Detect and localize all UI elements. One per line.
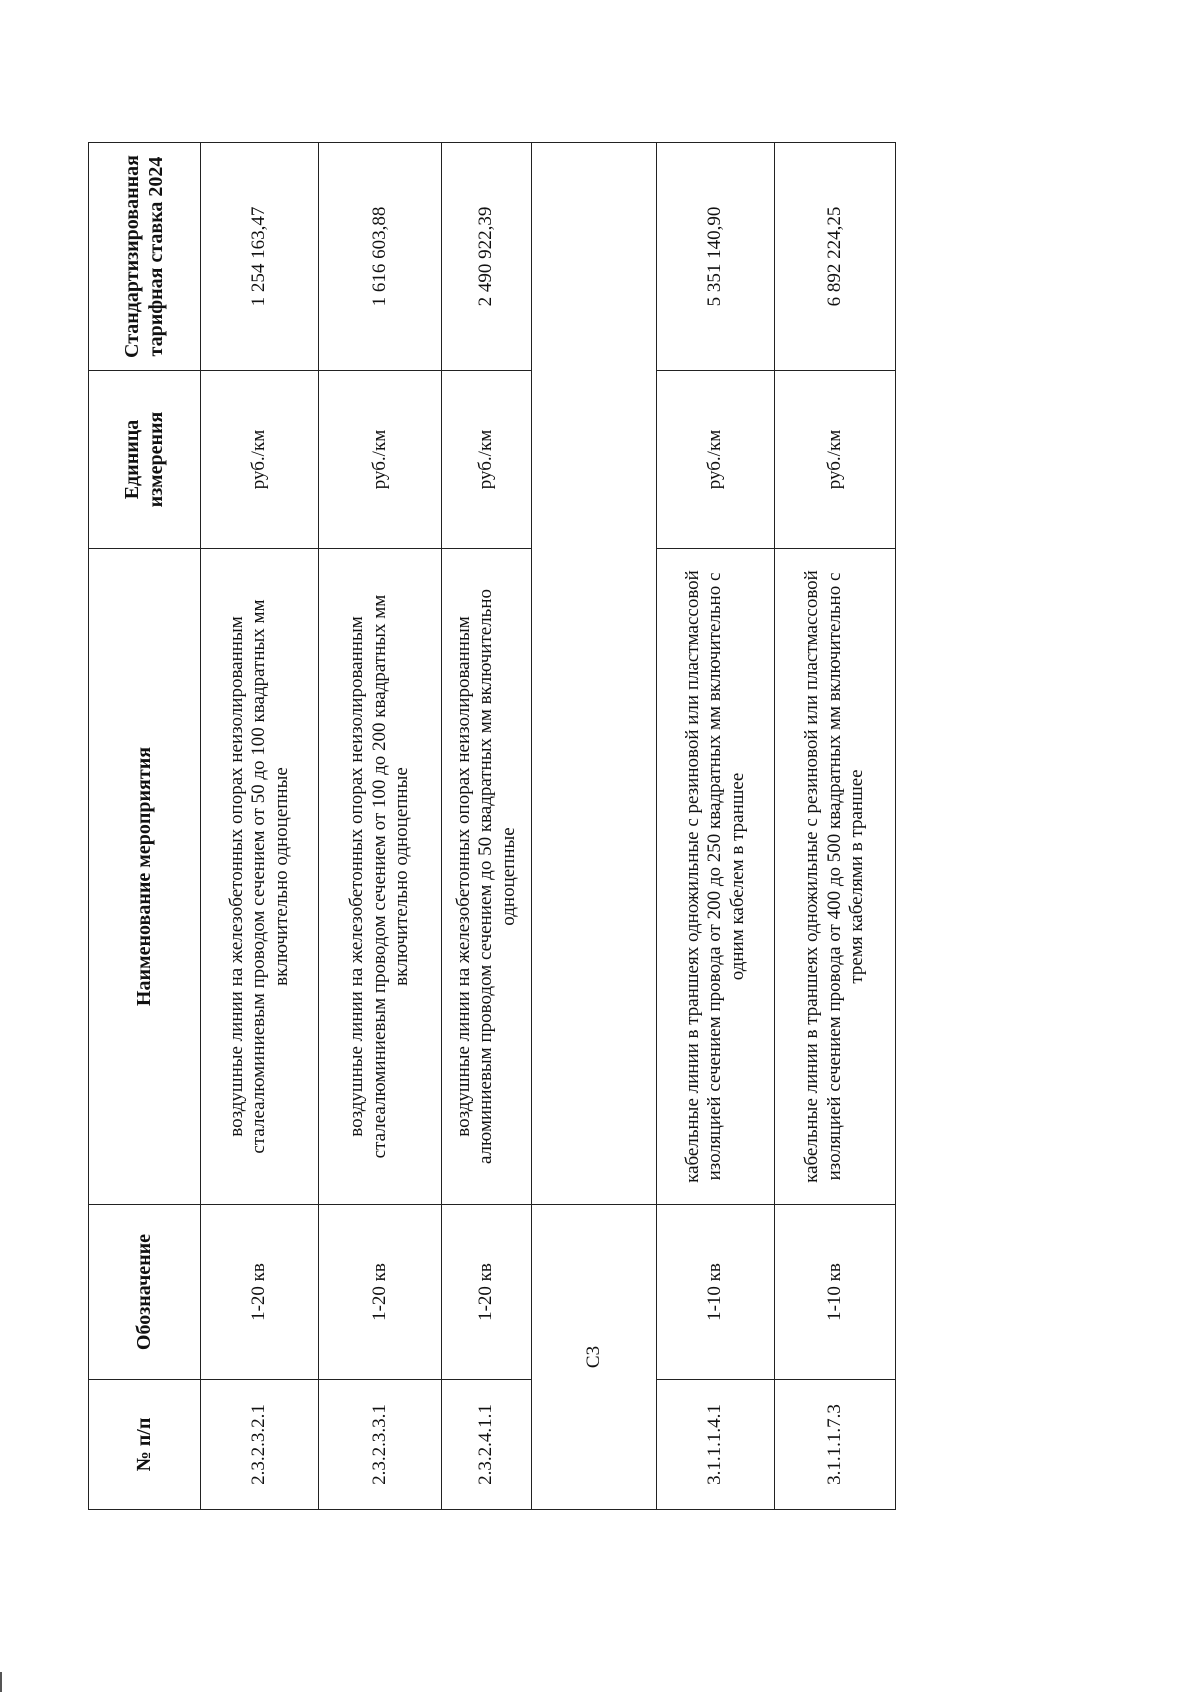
header-unit: Единица измерения xyxy=(89,371,201,549)
row-num: 3.1.1.1.7.3 xyxy=(775,1380,896,1510)
header-num: № п/п xyxy=(89,1380,201,1510)
row-name: воздушные линии на железобетонных опорах неизолированным сталеалюминиевым проводом сечением от 100 до 200 квадратных мм включительно одноцепные xyxy=(319,549,442,1205)
table-row xyxy=(319,143,442,1510)
row-num: 2.3.2.4.1.1 xyxy=(442,1380,532,1510)
row-num: 2.3.2.3.2.1 xyxy=(201,1380,319,1510)
rotated-page xyxy=(88,143,895,1510)
header-code: Обозначение xyxy=(89,1205,201,1380)
table-row xyxy=(657,143,775,1510)
table-row xyxy=(775,143,896,1510)
row-name: кабельные линии в траншеях одножильные с резиновой или пластмассовой изоляцией сечением провода от 200 до 250 квадратных мм включительно с одним кабелем в траншее xyxy=(657,549,775,1205)
row-unit: руб./км xyxy=(201,371,319,549)
row-code: 1-10 кв xyxy=(657,1205,775,1380)
section-row xyxy=(532,143,657,1510)
table-header-row xyxy=(89,143,201,1510)
table-row xyxy=(442,143,532,1510)
row-num: 2.3.2.3.3.1 xyxy=(319,1380,442,1510)
row-code: 1-20 кв xyxy=(442,1205,532,1380)
row-unit: руб./км xyxy=(657,371,775,549)
row-code: 1-10 кв xyxy=(775,1205,896,1380)
header-rate: Стандартизированная тарифная ставка 2024 xyxy=(89,143,201,371)
header-name: Наименование мероприятия xyxy=(89,549,201,1205)
row-name: кабельные линии в траншеях одножильные с резиновой или пластмассовой изоляцией сечением провода от 400 до 500 квадратных мм включительно с тремя кабелями в траншее xyxy=(775,549,896,1205)
row-name: воздушные линии на железобетонных опорах неизолированным сталеалюминиевым проводом сечением от 50 до 100 квадратных мм включительно одноцепные xyxy=(201,549,319,1205)
row-rate: 5 351 140,90 xyxy=(657,143,775,371)
row-rate: 1 254 163,47 xyxy=(201,143,319,371)
tariff-table xyxy=(88,142,896,1510)
row-unit: руб./км xyxy=(775,371,896,549)
section-label: С3 xyxy=(532,1205,657,1510)
scan-edge-mark xyxy=(0,1672,8,1692)
row-num: 3.1.1.1.4.1 xyxy=(657,1380,775,1510)
row-rate: 2 490 922,39 xyxy=(442,143,532,371)
row-rate: 1 616 603,88 xyxy=(319,143,442,371)
row-unit: руб./км xyxy=(319,371,442,549)
row-rate: 6 892 224,25 xyxy=(775,143,896,371)
table-row xyxy=(201,143,319,1510)
row-code: 1-20 кв xyxy=(201,1205,319,1380)
row-code: 1-20 кв xyxy=(319,1205,442,1380)
row-unit: руб./км xyxy=(442,371,532,549)
section-blank xyxy=(532,143,657,1205)
row-name: воздушные линии на железобетонных опорах неизолированным алюминиевым проводом сечением до 50 квадратных мм включительно одноцепные xyxy=(442,549,532,1205)
